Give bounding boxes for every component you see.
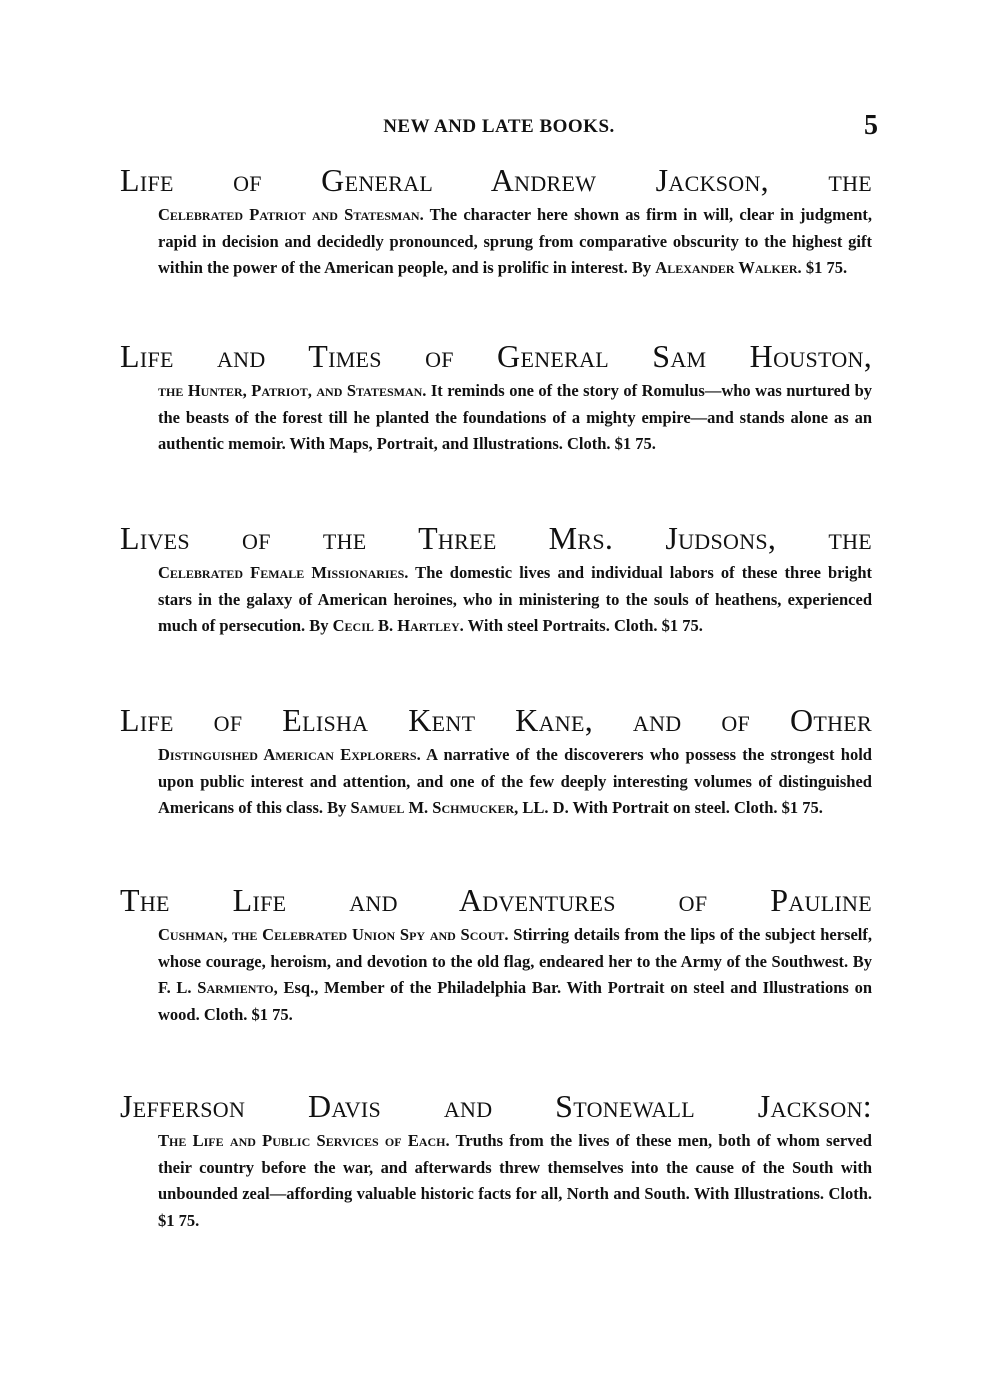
book-subtitle: Distinguished American Explorers.	[158, 745, 421, 764]
page-header	[120, 112, 878, 142]
book-description	[158, 1128, 872, 1234]
book-description	[158, 560, 872, 640]
book-description	[158, 742, 872, 822]
book-description-text: Truths from the lives of these men, both of whom served their country before the war, and afterwards threw themselves into the cause of the South with unbounded zeal—affording valuable historic facts for all, North and South. With Illustrations. Cloth. $1 75.	[158, 1131, 872, 1230]
book-description-text: Stirring details from the lips of the subject herself, whose courage, heroism, and devotion to the old flag, endeared her to the Army of the Southwest. By	[158, 925, 872, 971]
book-title: Life and Times of General Sam Houston,	[120, 338, 872, 374]
book-entry-cushman	[120, 878, 872, 1028]
book-price: $1 75.	[801, 258, 848, 277]
running-head: NEW AND LATE BOOKS.	[383, 116, 615, 137]
book-title: Life of General Andrew Jackson, the	[120, 162, 872, 198]
book-description-text: The character here shown as firm in will, clear in judgment, rapid in decision and decidedly pronounced, sprung from comparative obscurity to the highest gift within the power of the American people, and is prolific in interest. By	[158, 205, 873, 277]
book-entry-jackson	[120, 158, 872, 282]
book-title: Life of Elisha Kent Kane, and of Other	[120, 702, 872, 738]
book-price: , Esq., Member of the Philadelphia Bar. With Portrait on steel and Illustrations on wood. Cloth. $1 75.	[158, 978, 872, 1024]
book-subtitle: The Life and Public Services of Each.	[158, 1131, 450, 1150]
book-description-text: The domestic lives and individual labors of these three bright stars in the galaxy of American heroines, who in ministering to the souls of heathens, experienced much of persecution. By	[158, 563, 872, 635]
book-price: , LL. D. With Portrait on steel. Cloth. $1 75.	[514, 798, 823, 817]
book-subtitle: Celebrated Female Missionaries.	[158, 563, 409, 582]
book-entry-davis-jackson	[120, 1084, 872, 1234]
book-description-text: A narrative of the discoverers who possess the strongest hold upon public interest and attention, and one of the few deeply interesting volumes of distinguished Americans of this class. By	[158, 745, 872, 817]
book-price: With steel Portraits. Cloth. $1 75.	[463, 616, 703, 635]
book-subtitle: the Hunter, Patriot, and Statesman.	[158, 381, 427, 400]
book-description	[158, 378, 872, 458]
book-title: Lives of the Three Mrs. Judsons, the	[120, 520, 872, 556]
book-description	[158, 922, 872, 1028]
book-entry-judsons	[120, 516, 872, 640]
book-description	[158, 202, 872, 282]
book-title: Jefferson Davis and Stonewall Jackson:	[120, 1088, 872, 1124]
book-author: Alexander Walker.	[655, 258, 802, 277]
book-entry-kane	[120, 698, 872, 822]
page-number: 5	[864, 110, 878, 141]
book-description-text: It reminds one of the story of Romulus—who was nurtured by the beasts of the forest till he planted the foundations of a mighty empire—and stands alone as an authentic memoir. With Maps, Portrait, and Illustrations. Cloth. $1 75.	[158, 381, 872, 453]
book-title: The Life and Adventures of Pauline	[120, 882, 872, 918]
book-subtitle: Celebrated Patriot and Statesman.	[158, 205, 424, 224]
book-author: Samuel M. Schmucker	[350, 798, 515, 817]
book-author: F. L. Sarmiento	[158, 978, 274, 997]
book-author: Cecil B. Hartley.	[332, 616, 464, 635]
book-subtitle: Cushman, the Celebrated Union Spy and Scout.	[158, 925, 509, 944]
book-entry-houston	[120, 334, 872, 458]
